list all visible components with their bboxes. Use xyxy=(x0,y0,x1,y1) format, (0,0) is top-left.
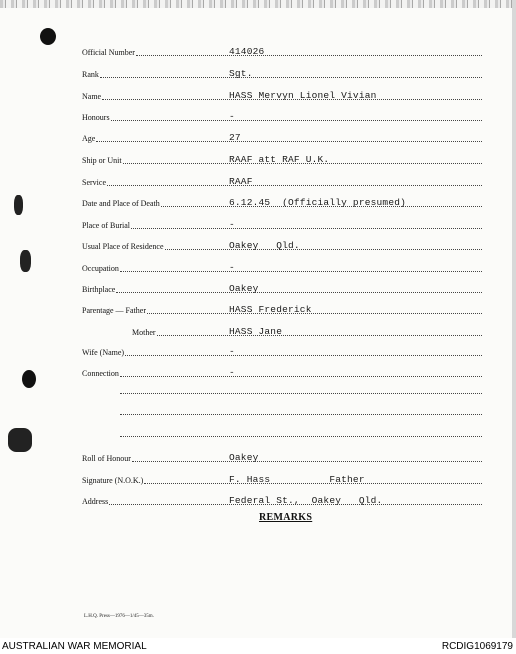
fill-line xyxy=(125,355,482,356)
fill-line xyxy=(132,461,482,462)
field-row-age xyxy=(82,131,482,143)
field-row-usual-residence xyxy=(82,239,482,251)
field-label: Address xyxy=(82,497,109,506)
binding-mark-icon xyxy=(8,428,32,452)
fill-line xyxy=(116,292,482,293)
archive-footer xyxy=(0,638,516,654)
connection-line-3 xyxy=(120,436,482,437)
fill-line xyxy=(120,376,482,377)
fill-line xyxy=(120,271,482,272)
field-value: Oakey Qld. xyxy=(229,239,300,251)
fill-line xyxy=(107,185,482,186)
connection-line-1 xyxy=(120,393,482,394)
field-label: Occupation xyxy=(82,264,119,273)
remarks-heading: REMARKS xyxy=(259,512,313,523)
field-label: Ship or Unit xyxy=(82,156,122,165)
fill-line xyxy=(96,141,482,142)
field-value: - xyxy=(229,110,235,122)
field-value: - xyxy=(229,261,235,273)
field-row-service xyxy=(82,175,482,187)
fill-line xyxy=(165,249,482,250)
field-value: 27 xyxy=(229,131,241,143)
binding-mark-icon xyxy=(20,250,31,272)
scan-edge-right xyxy=(512,0,516,638)
footer-source: AUSTRALIAN WAR MEMORIAL xyxy=(2,641,147,652)
field-row-signature xyxy=(82,473,482,485)
field-value: Sgt. xyxy=(229,67,253,79)
field-value: Oakey xyxy=(229,282,259,294)
field-value: HASS Mervyn Lionel Vivian xyxy=(229,89,377,101)
field-label: Roll of Honour xyxy=(82,454,131,463)
field-row-date-place-death xyxy=(82,196,482,208)
footer-id: RCDIG1069179 xyxy=(441,641,513,652)
fill-line xyxy=(157,335,482,336)
field-label: Mother xyxy=(132,328,156,337)
fill-line xyxy=(131,228,482,229)
field-label: Name xyxy=(82,92,102,101)
field-label: Birthplace xyxy=(82,285,116,294)
field-row-wife xyxy=(82,345,482,357)
field-row-name xyxy=(82,89,482,101)
field-label: Signature (N.O.K.) xyxy=(82,476,144,485)
scan-edge-top xyxy=(0,0,516,8)
field-row-honours xyxy=(82,110,482,122)
field-label: Date and Place of Death xyxy=(82,199,160,208)
field-label: Honours xyxy=(82,113,110,122)
punch-hole-icon xyxy=(22,370,36,388)
fill-line xyxy=(100,77,482,78)
field-value: - xyxy=(229,345,235,357)
field-label: Rank xyxy=(82,70,99,79)
field-value: RAAF xyxy=(229,175,253,187)
field-row-address xyxy=(82,494,482,506)
field-row-place-of-burial xyxy=(82,218,482,230)
connection-line-2 xyxy=(120,414,482,415)
field-label: Place of Burial xyxy=(82,221,130,230)
field-value: F. Hass Father xyxy=(229,473,365,485)
fill-line xyxy=(147,313,482,314)
punch-hole-icon xyxy=(40,28,56,45)
field-value: RAAF att RAF U.K. xyxy=(229,153,330,165)
field-row-mother xyxy=(82,325,482,337)
printer-note: L.H.Q. Press—1976—1/45—35m. xyxy=(84,614,154,619)
field-value: - xyxy=(229,366,235,378)
field-value: - xyxy=(229,218,235,230)
field-label: Wife (Name) xyxy=(82,348,125,357)
field-value: Oakey xyxy=(229,451,259,463)
field-row-birthplace xyxy=(82,282,482,294)
field-value: Federal St., Oakey Qld. xyxy=(229,494,383,506)
field-label: Age xyxy=(82,134,96,143)
field-row-ship-or-unit xyxy=(82,153,482,165)
field-row-roll-of-honour xyxy=(82,451,482,463)
fill-line xyxy=(111,120,482,121)
field-row-rank xyxy=(82,67,482,79)
field-label: Service xyxy=(82,178,106,187)
field-row-occupation xyxy=(82,261,482,273)
field-value: 6.12.45 (Officially presumed) xyxy=(229,196,407,208)
field-value: HASS Jane xyxy=(229,325,283,337)
field-label: Usual Place of Residence xyxy=(82,242,164,251)
field-row-official-number xyxy=(82,45,482,57)
field-row-father xyxy=(82,303,482,315)
field-row-connection xyxy=(82,366,482,378)
field-label: Official Number xyxy=(82,48,135,57)
fill-line xyxy=(136,55,482,56)
field-label: Connection xyxy=(82,369,119,378)
field-value: 414026 xyxy=(229,45,265,57)
field-label: Parentage — Father xyxy=(82,306,146,315)
field-value: HASS Frederick xyxy=(229,303,312,315)
binding-mark-icon xyxy=(14,195,23,215)
